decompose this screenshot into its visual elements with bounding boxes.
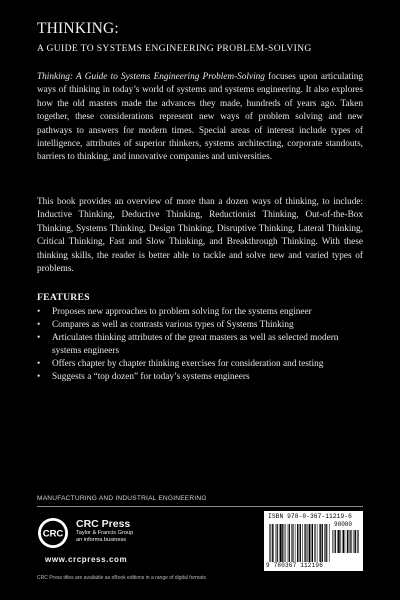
- subject-category: MANUFACTURING AND INDUSTRIAL ENGINEERING: [37, 495, 207, 502]
- ean-barcode-icon: [269, 522, 330, 562]
- features-heading: FEATURES: [37, 292, 90, 303]
- book-title: THINKING:: [37, 20, 119, 37]
- isbn-number: ISBN 978-0-367-11219-6: [268, 513, 352, 520]
- bullet-icon: •: [37, 333, 41, 344]
- isbn-barcode: [264, 511, 363, 571]
- description-paragraph-1: [37, 71, 363, 165]
- bullet-icon: •: [37, 320, 41, 331]
- publisher-brand: an informa business: [76, 537, 127, 543]
- list-item: [37, 319, 363, 332]
- publisher-block: [76, 518, 133, 544]
- features-list: [37, 306, 363, 384]
- description-paragraph-2: This book provides an overview of more than a dozen ways of thinking, to include: Inductive Thinking, Deductive Thinking, Reductionist Thinking, Out-of-the-Box Thinking, Systems Thinking, Design Thinking, Disruptive Thinking, Lateral Thinking, Critical Thinking, Fast and Slow Thinking, and Breakthrough Thinking. With these thinking skills, the reader is better able to tackle and solve new and varied types of problems.: [37, 197, 363, 275]
- price-code: 90000: [334, 521, 353, 528]
- feature-text: Compares as well as contrasts various types of Systems Thinking: [52, 320, 294, 331]
- feature-text: Suggests a “top dozen” for today’s systems engineers: [52, 371, 250, 382]
- bullet-icon: •: [37, 371, 41, 382]
- price-barcode-icon: [332, 522, 359, 553]
- feature-text: Articulates thinking attributes of the great masters as well as selected modern systems engineers: [52, 333, 339, 356]
- bullet-icon: •: [37, 307, 41, 317]
- publisher-website: www.crcpress.com: [45, 555, 128, 564]
- description-paragraph-1-text: focuses upon articulating ways of thinking in today’s world of systems and systems engineering. It also explores how the old masters made the advances they made, hundreds of years ago. Taken together, these considerations represent new ways of problem solving and new pathways to answers for modern times. Special areas of interest include types of intelligence, attributes of superior thinkers, systems architecting, corporate standouts, barriers to thinking, and innovative companies and universities.: [37, 72, 363, 163]
- description-title-emphasis: Thinking: A Guide to Systems Engineering Problem-Solving: [37, 72, 265, 82]
- publisher-name: CRC Press: [76, 518, 131, 530]
- bullet-icon: •: [37, 358, 41, 369]
- list-item: [37, 306, 363, 319]
- ebook-note: CRC Press titles are available as eBook editions in a range of digital formats: [37, 575, 206, 581]
- list-item: [37, 332, 363, 357]
- list-item: [37, 358, 363, 371]
- feature-text: Offers chapter by chapter thinking exercises for consideration and testing: [52, 358, 324, 369]
- feature-text: Proposes new approaches to problem solving for the systems engineer: [52, 307, 312, 317]
- divider: [37, 506, 363, 507]
- list-item: [37, 371, 363, 384]
- book-subtitle: A GUIDE TO SYSTEMS ENGINEERING PROBLEM-SOLVING: [37, 43, 312, 54]
- publisher-group: Taylor & Francis Group: [76, 530, 134, 536]
- logo-text: CRC: [42, 528, 64, 540]
- ean-digits: 9 780367 112196: [266, 562, 324, 569]
- crc-press-logo-icon: [37, 517, 69, 549]
